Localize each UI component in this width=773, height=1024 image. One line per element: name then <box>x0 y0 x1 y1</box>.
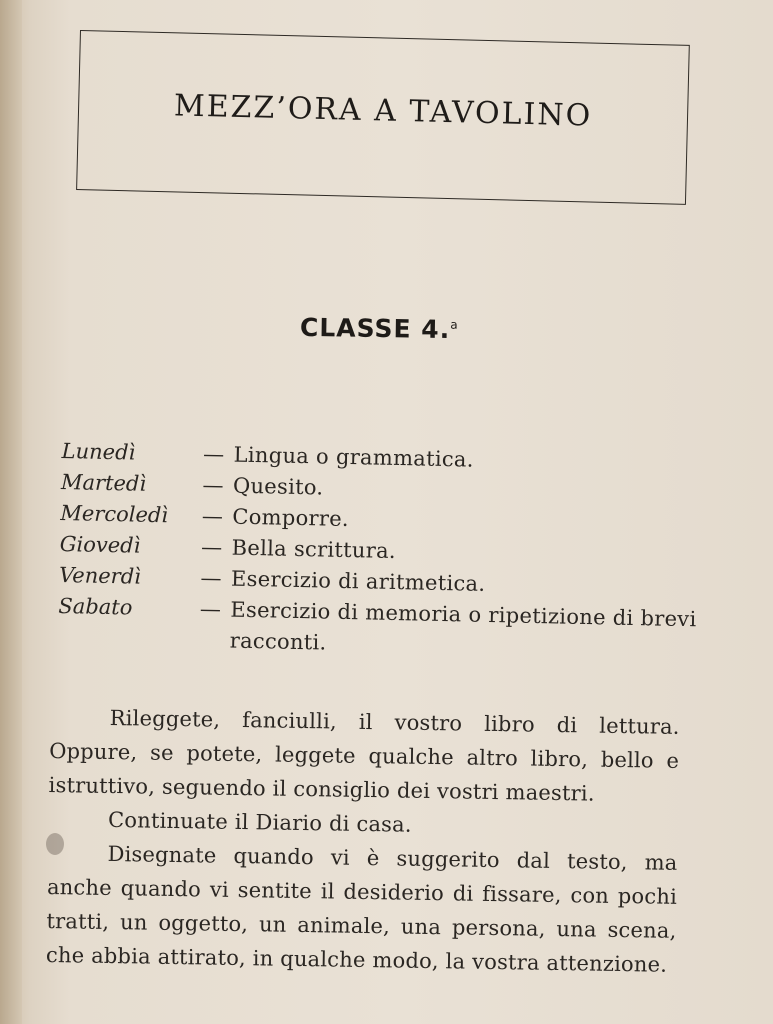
schedule-day: Martedì <box>60 469 147 496</box>
class-heading <box>300 313 459 344</box>
page-binding-edge <box>0 0 22 1024</box>
schedule-activity: Lingua o grammatica. <box>233 442 474 472</box>
weekly-schedule <box>57 436 701 666</box>
schedule-dash: — <box>199 596 222 622</box>
paragraph: Continuate il Diario di casa. <box>107 807 412 837</box>
schedule-activity: Esercizio di memoria o ripetizione di brevi racconti. <box>229 597 697 655</box>
schedule-dash: — <box>201 503 224 529</box>
instructions-text <box>46 700 680 982</box>
schedule-day: Sabato <box>58 593 133 620</box>
schedule-day: Lunedì <box>61 438 136 465</box>
schedule-day: Venerdì <box>58 562 142 589</box>
schedule-day: Giovedì <box>59 531 141 558</box>
schedule-dash: — <box>202 472 224 498</box>
class-heading-text: CLASSE 4. <box>299 312 451 344</box>
schedule-activity: Esercizio di aritmetica. <box>230 566 486 596</box>
schedule-dash: — <box>200 534 223 560</box>
schedule-activity: Bella scrittura. <box>231 535 397 564</box>
title-frame <box>76 30 690 205</box>
schedule-activity: Comporre. <box>232 504 350 532</box>
page-title: MEZZ’ORA A TAVOLINO <box>173 88 593 134</box>
schedule-dash: — <box>200 565 222 591</box>
paragraph: Disegnate quando vi è suggerito dal testo, ma anche quando vi sentite il desiderio di fissare, con pochi tratti, un oggetto, un animale, una persona, una scena, che abbia attirato, in qualche modo, la vostra attenzione. <box>45 841 678 977</box>
schedule-activity: Quesito. <box>232 473 324 500</box>
schedule-day: Mercoledì <box>60 500 169 528</box>
schedule-dash: — <box>202 441 225 467</box>
paragraph: Rileggete, fanciulli, il vostro libro di lettura. Oppure, se potete, leggete qualche altro libro, bello e istruttivo, seguendo il consiglio dei vostri maestri. <box>48 705 680 806</box>
class-heading-superscript: a <box>450 317 459 332</box>
schedule-row <box>57 591 698 666</box>
